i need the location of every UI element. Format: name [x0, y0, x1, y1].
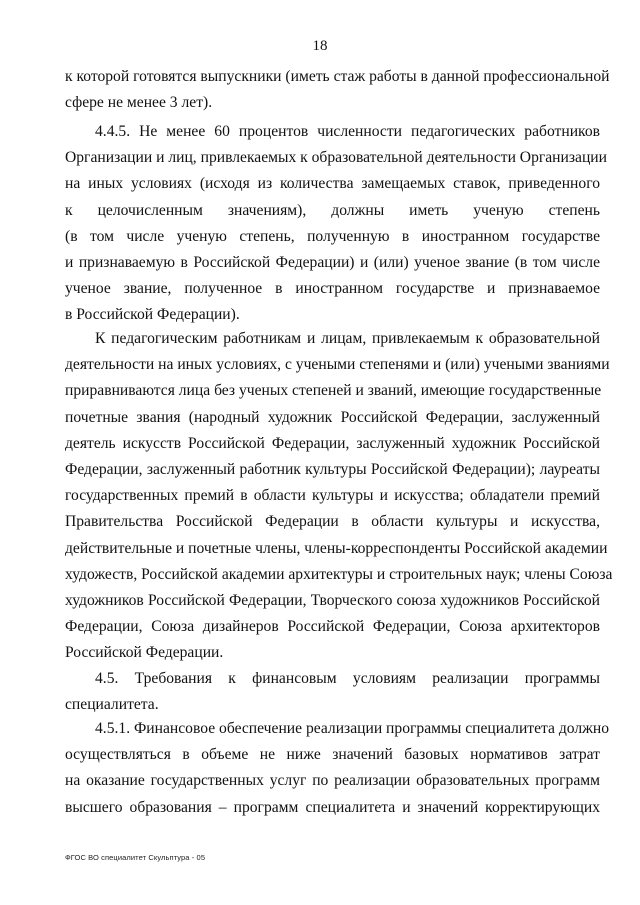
- text-line: К педагогическим работникам и лицам, привлекаемым к образовательной: [95, 330, 600, 347]
- text-line: в Российской Федерации).: [65, 306, 240, 324]
- text-line: Организации и лиц, привлекаемых к образовательной деятельности Организации: [65, 149, 607, 167]
- text-line: Федерации, заслуженный работник культуры Российской Федерации); лауреаты: [65, 460, 600, 478]
- text-line: сфере не менее 3 лет).: [65, 94, 213, 112]
- text-line: 4.5. Требования к финансовым условиям реализации программы: [95, 670, 600, 687]
- paragraph-continuation: [65, 64, 610, 116]
- text-line: и признаваемую в Российской Федерации) и (или) ученое звание (в том числе: [65, 253, 600, 271]
- page-number: 18: [312, 38, 328, 54]
- text-line: высшего образования – программ специалитета и значений корректирующих: [65, 798, 600, 816]
- text-line: государственных премий в области культуры и искусства; обладатели премий: [65, 487, 600, 505]
- text-line: художеств, Российской академии архитектуры и строительных наук; члены Союза: [65, 565, 613, 583]
- text-line: приравниваются лица без ученых степеней и званий, имеющие государственные: [65, 382, 602, 400]
- paragraph-4-5-1: [65, 716, 610, 821]
- text-line: 4.4.5. Не менее 60 процентов численности педагогических работников: [95, 123, 600, 140]
- text-line: 4.5.1. Финансовое обеспечение реализации программы специалитета должно: [95, 720, 610, 737]
- text-line: Федерации, Союза дизайнеров Российской Федерации, Союза архитекторов: [65, 618, 600, 636]
- text-line: Правительства Российской Федерации в области культуры и искусства,: [65, 513, 600, 531]
- text-line: Российской Федерации.: [65, 644, 224, 662]
- text-line: на оказание государственных услуг по реализации образовательных программ: [65, 772, 600, 790]
- text-line: художников Российской Федерации, Творческого союза художников Российской: [65, 591, 600, 609]
- text-line: ученое звание, полученное в иностранном государстве и признаваемое: [65, 280, 600, 298]
- text-line: (в том числе ученую степень, полученную в иностранном государстве: [65, 227, 600, 245]
- text-line: к целочисленным значениям), должны иметь ученую степень: [65, 201, 600, 219]
- text-line: почетные звания (народный художник Российской Федерации, заслуженный: [65, 408, 600, 426]
- paragraph-4-4-5: [65, 119, 607, 329]
- text-line: к которой готовятся выпускники (иметь стаж работы в данной профессиональной: [65, 68, 610, 85]
- text-line: действительные и почетные члены, члены-корреспонденты Российской академии: [65, 539, 608, 557]
- text-line: деятельности на иных условиях, с учеными степенями и (или) учеными званиями: [65, 356, 610, 374]
- footer-document-id: ФГОС ВО специалитет Скульптура - 05: [65, 853, 206, 862]
- paragraph-honorary-titles: [65, 326, 613, 666]
- section-4-5-heading: [65, 666, 600, 718]
- text-line: осуществляться в объеме не ниже значений базовых нормативов затрат: [65, 746, 600, 764]
- text-line: на иных условиях (исходя из количества замещаемых ставок, приведенного: [65, 175, 600, 193]
- text-line: специалитета.: [65, 696, 159, 714]
- text-line: деятель искусств Российской Федерации, заслуженный художник Российской: [65, 434, 600, 452]
